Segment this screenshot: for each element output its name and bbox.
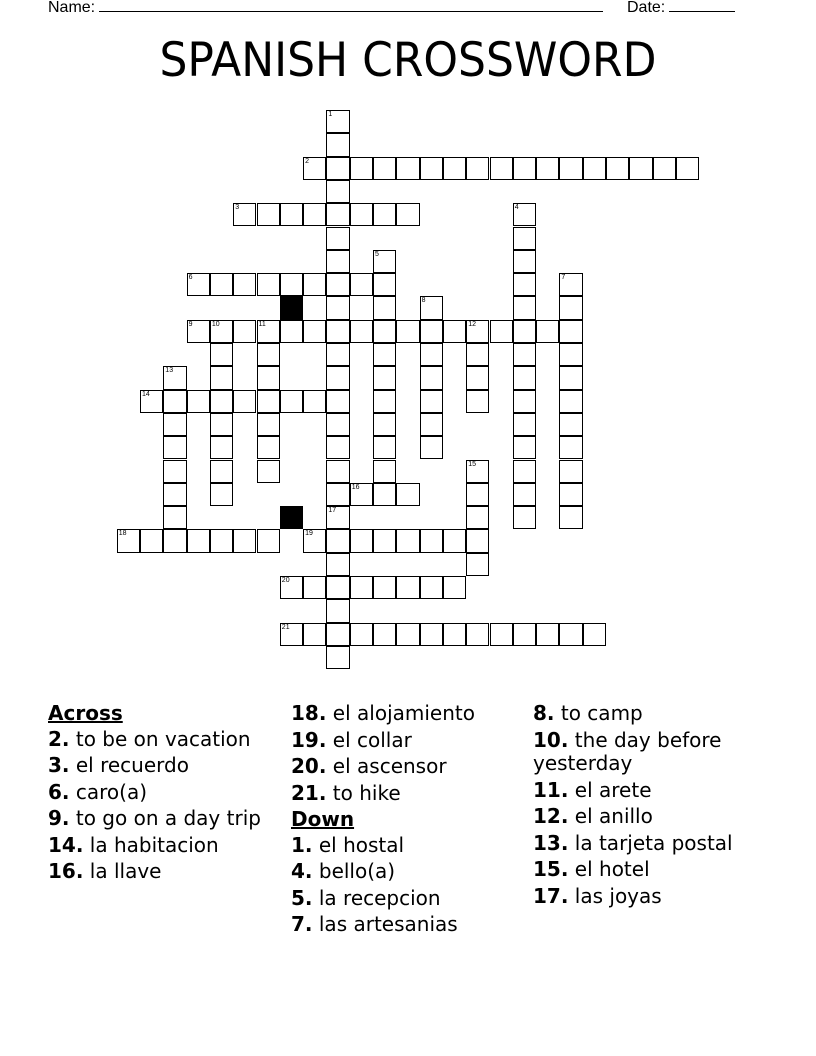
grid-cell[interactable] xyxy=(676,157,699,180)
grid-cell[interactable] xyxy=(583,623,606,646)
grid-cell[interactable] xyxy=(350,623,373,646)
grid-cell[interactable] xyxy=(373,157,396,180)
grid-cell[interactable] xyxy=(326,460,349,483)
clues-column-1 xyxy=(48,702,278,887)
clue-item xyxy=(291,834,521,858)
clue-item-text: el arete xyxy=(574,777,652,802)
grid-cell[interactable] xyxy=(513,273,536,296)
clue-number: 4 xyxy=(514,204,519,212)
grid-cell[interactable] xyxy=(373,390,396,413)
grid-cell[interactable] xyxy=(396,320,419,343)
grid-cell[interactable] xyxy=(326,599,349,622)
grid-cell[interactable] xyxy=(233,320,256,343)
grid-cell[interactable] xyxy=(326,623,349,646)
grid-cell[interactable] xyxy=(326,203,349,226)
clue-item-text: bello(a) xyxy=(318,859,396,883)
clue-item-number: 16. xyxy=(48,859,84,883)
grid-cell[interactable] xyxy=(233,529,256,552)
clue-item xyxy=(291,729,521,753)
grid-cell[interactable] xyxy=(559,460,582,483)
grid-cell[interactable] xyxy=(373,250,396,273)
clue-item-text: caro(a) xyxy=(75,779,148,804)
grid-cell[interactable] xyxy=(396,529,419,552)
clue-item-text: el hostal xyxy=(318,832,405,857)
clue-item-number: 9. xyxy=(48,806,70,830)
grid-cell[interactable] xyxy=(326,413,349,436)
clue-item-number: 1. xyxy=(291,832,313,857)
grid-cell[interactable] xyxy=(373,273,396,296)
grid-cell[interactable] xyxy=(257,273,280,296)
grid-cell[interactable] xyxy=(396,203,419,226)
grid-cell[interactable] xyxy=(163,436,186,459)
clue-item-text: las joyas xyxy=(574,883,662,908)
grid-cell[interactable] xyxy=(466,506,489,529)
grid-cell[interactable] xyxy=(513,390,536,413)
grid-cell[interactable] xyxy=(420,366,443,389)
grid-cell[interactable] xyxy=(326,390,349,413)
grid-cell[interactable] xyxy=(373,413,396,436)
clue-item xyxy=(533,858,773,882)
grid-cell[interactable] xyxy=(559,273,582,296)
grid-cell[interactable] xyxy=(420,623,443,646)
clue-item xyxy=(291,913,521,937)
grid-cell[interactable] xyxy=(606,157,629,180)
grid-cell[interactable] xyxy=(163,390,186,413)
grid-cell[interactable] xyxy=(210,366,233,389)
clue-number: 9 xyxy=(188,320,193,328)
grid-cell[interactable] xyxy=(583,157,606,180)
grid-cell[interactable] xyxy=(536,157,559,180)
grid-cell[interactable] xyxy=(326,296,349,319)
grid-cell[interactable] xyxy=(420,413,443,436)
grid-cell[interactable] xyxy=(326,273,349,296)
grid-cell[interactable] xyxy=(326,250,349,273)
grid-cell[interactable] xyxy=(326,110,349,133)
grid-cell[interactable] xyxy=(257,390,280,413)
grid-cell[interactable] xyxy=(280,320,303,343)
grid-cell[interactable] xyxy=(396,623,419,646)
grid-cell[interactable] xyxy=(257,460,280,483)
grid-cell[interactable] xyxy=(559,390,582,413)
grid-cell[interactable] xyxy=(280,623,303,646)
grid-cell[interactable] xyxy=(326,506,349,529)
grid-cell[interactable] xyxy=(396,483,419,506)
grid-cell[interactable] xyxy=(559,413,582,436)
clue-item xyxy=(48,834,278,858)
grid-cell[interactable] xyxy=(350,203,373,226)
grid-cell[interactable] xyxy=(280,576,303,599)
clue-item xyxy=(533,779,773,803)
grid-cell[interactable] xyxy=(163,506,186,529)
clue-item xyxy=(291,860,521,884)
clue-item xyxy=(533,885,773,909)
grid-cell[interactable] xyxy=(210,483,233,506)
grid-cell[interactable] xyxy=(373,623,396,646)
grid-cell[interactable] xyxy=(513,436,536,459)
grid-cell[interactable] xyxy=(326,576,349,599)
grid-cell[interactable] xyxy=(326,157,349,180)
clue-number: 18 xyxy=(118,530,127,538)
grid-cell[interactable] xyxy=(350,576,373,599)
grid-cell[interactable] xyxy=(210,273,233,296)
clues-column-2 xyxy=(291,702,521,940)
down-clue-list-continued xyxy=(533,702,773,908)
grid-cell[interactable] xyxy=(373,529,396,552)
clue-item-number: 11. xyxy=(533,777,569,802)
grid-cell[interactable] xyxy=(326,436,349,459)
clue-item-text: to be on vacation xyxy=(75,726,251,751)
name-label: Name: xyxy=(48,0,96,16)
grid-cell[interactable] xyxy=(466,623,489,646)
grid-cell[interactable] xyxy=(443,623,466,646)
grid-cell[interactable] xyxy=(466,390,489,413)
grid-cell[interactable] xyxy=(350,529,373,552)
grid-cell[interactable] xyxy=(420,320,443,343)
grid-cell[interactable] xyxy=(536,320,559,343)
clue-number: 20 xyxy=(281,577,290,584)
clue-item-text: el recuerdo xyxy=(75,753,189,777)
grid-cell[interactable] xyxy=(280,273,303,296)
grid-cell[interactable] xyxy=(280,390,303,413)
clue-item-text: el anillo xyxy=(574,804,653,828)
clue-item xyxy=(533,702,773,726)
grid-cell[interactable] xyxy=(559,483,582,506)
grid-cell[interactable] xyxy=(559,320,582,343)
grid-cell[interactable] xyxy=(396,157,419,180)
grid-cell[interactable] xyxy=(513,157,536,180)
clue-item xyxy=(48,728,278,752)
grid-cell[interactable] xyxy=(303,203,326,226)
grid-cell[interactable] xyxy=(490,157,513,180)
grid-cell[interactable] xyxy=(233,390,256,413)
clue-item-text: la recepcion xyxy=(318,885,441,910)
grid-cell[interactable] xyxy=(559,623,582,646)
clue-item-number: 12. xyxy=(533,804,569,828)
clue-number: 21 xyxy=(281,623,290,631)
grid-cell[interactable] xyxy=(210,390,233,413)
grid-cell[interactable] xyxy=(490,320,513,343)
grid-cell[interactable] xyxy=(140,529,163,552)
grid-cell[interactable] xyxy=(257,366,280,389)
grid-cell[interactable] xyxy=(513,203,536,226)
clue-item-text: la llave xyxy=(89,859,162,883)
grid-cell[interactable] xyxy=(420,296,443,319)
clue-number: 6 xyxy=(188,274,193,282)
across-clue-list xyxy=(48,728,278,884)
grid-cell[interactable] xyxy=(326,646,349,669)
black-square xyxy=(280,506,303,529)
grid-cell[interactable] xyxy=(629,157,652,180)
grid-cell[interactable] xyxy=(350,320,373,343)
grid-cell[interactable] xyxy=(257,343,280,366)
grid-cell[interactable] xyxy=(373,576,396,599)
clue-item xyxy=(48,781,278,805)
clue-number: 15 xyxy=(468,460,476,468)
clue-item-number: 20. xyxy=(291,754,327,778)
grid-cell[interactable] xyxy=(303,576,326,599)
clue-number: 2 xyxy=(305,157,309,165)
clue-item-text: la tarjeta postal xyxy=(574,830,733,855)
clue-item-number: 17. xyxy=(533,883,569,908)
grid-cell[interactable] xyxy=(536,623,559,646)
grid-cell[interactable] xyxy=(326,180,349,203)
clue-item-text: to hike xyxy=(332,780,401,805)
clue-item xyxy=(291,887,521,911)
clue-item-number: 18. xyxy=(291,701,327,725)
grid-cell[interactable] xyxy=(373,343,396,366)
grid-cell[interactable] xyxy=(513,483,536,506)
grid-cell[interactable] xyxy=(373,296,396,319)
grid-cell[interactable] xyxy=(373,436,396,459)
grid-cell[interactable] xyxy=(326,366,349,389)
grid-cell[interactable] xyxy=(257,529,280,552)
grid-cell[interactable] xyxy=(420,343,443,366)
grid-cell[interactable] xyxy=(559,296,582,319)
clue-item xyxy=(291,755,521,779)
clue-item xyxy=(291,782,521,806)
grid-cell[interactable] xyxy=(326,133,349,156)
grid-cell[interactable] xyxy=(466,529,489,552)
clue-number: 7 xyxy=(561,274,566,282)
grid-cell[interactable] xyxy=(373,460,396,483)
clue-item xyxy=(291,702,521,726)
grid-cell[interactable] xyxy=(559,366,582,389)
clue-item-text: to camp xyxy=(560,701,643,725)
grid-cell[interactable] xyxy=(303,623,326,646)
clue-item-text: to go on a day trip xyxy=(75,806,261,830)
clue-item xyxy=(48,860,278,884)
clue-item-number: 14. xyxy=(48,832,84,857)
grid-cell[interactable] xyxy=(513,413,536,436)
grid-cell[interactable] xyxy=(326,320,349,343)
clue-item-number: 13. xyxy=(533,830,569,855)
clue-item-number: 5. xyxy=(291,885,313,910)
clue-item xyxy=(533,729,773,776)
grid-cell[interactable] xyxy=(350,273,373,296)
grid-cell[interactable] xyxy=(466,483,489,506)
clue-number: 13 xyxy=(165,367,174,375)
clue-number: 10 xyxy=(211,320,220,328)
clue-number: 14 xyxy=(142,390,150,398)
clue-item-number: 4. xyxy=(291,859,313,883)
grid-cell[interactable] xyxy=(326,227,349,250)
grid-cell[interactable] xyxy=(210,343,233,366)
grid-cell[interactable] xyxy=(350,483,373,506)
grid-cell[interactable] xyxy=(466,366,489,389)
grid-cell[interactable] xyxy=(559,343,582,366)
grid-cell[interactable] xyxy=(466,157,489,180)
grid-cell[interactable] xyxy=(210,320,233,343)
clue-item xyxy=(533,832,773,856)
grid-cell[interactable] xyxy=(466,320,489,343)
grid-cell[interactable] xyxy=(513,296,536,319)
clues-column-3 xyxy=(533,702,773,911)
grid-cell[interactable] xyxy=(420,529,443,552)
grid-cell[interactable] xyxy=(326,343,349,366)
clue-item xyxy=(48,807,278,831)
grid-cell[interactable] xyxy=(117,529,140,552)
grid-cell[interactable] xyxy=(303,157,326,180)
grid-cell[interactable] xyxy=(187,529,210,552)
grid-cell[interactable] xyxy=(210,436,233,459)
grid-cell[interactable] xyxy=(513,366,536,389)
clue-item-text: el hotel xyxy=(574,857,650,881)
grid-cell[interactable] xyxy=(187,320,210,343)
black-square xyxy=(280,296,303,319)
grid-cell[interactable] xyxy=(559,157,582,180)
clue-number: 17 xyxy=(328,507,337,515)
grid-cell[interactable] xyxy=(373,483,396,506)
grid-cell[interactable] xyxy=(187,390,210,413)
clue-item-text: el alojamiento xyxy=(332,701,475,725)
clue-item-number: 19. xyxy=(291,727,327,752)
clue-number: 1 xyxy=(328,111,333,118)
clue-item-number: 8. xyxy=(533,701,555,725)
across-clue-list-continued xyxy=(291,702,521,805)
grid-cell[interactable] xyxy=(350,157,373,180)
page-title: SPANISH CROSSWORD xyxy=(159,32,657,89)
grid-cell[interactable] xyxy=(443,157,466,180)
clue-item xyxy=(48,754,278,778)
grid-cell[interactable] xyxy=(513,343,536,366)
grid-cell[interactable] xyxy=(326,483,349,506)
grid-cell[interactable] xyxy=(466,553,489,576)
grid-cell[interactable] xyxy=(257,413,280,436)
grid-cell[interactable] xyxy=(163,483,186,506)
grid-cell[interactable] xyxy=(210,529,233,552)
grid-cell[interactable] xyxy=(233,203,256,226)
grid-cell[interactable] xyxy=(559,506,582,529)
clue-item-number: 3. xyxy=(48,753,70,777)
clue-item xyxy=(533,805,773,829)
grid-cell[interactable] xyxy=(420,157,443,180)
grid-cell[interactable] xyxy=(257,436,280,459)
clue-item-number: 7. xyxy=(291,912,313,936)
grid-cell[interactable] xyxy=(326,529,349,552)
grid-cell[interactable] xyxy=(513,506,536,529)
grid-cell[interactable] xyxy=(653,157,676,180)
grid-cell[interactable] xyxy=(163,460,186,483)
down-clue-list xyxy=(291,834,521,937)
grid-cell[interactable] xyxy=(466,343,489,366)
grid-cell[interactable] xyxy=(257,203,280,226)
clue-item-number: 6. xyxy=(48,779,70,804)
clue-item-number: 15. xyxy=(533,857,569,881)
grid-cell[interactable] xyxy=(163,366,186,389)
grid-cell[interactable] xyxy=(443,529,466,552)
grid-cell[interactable] xyxy=(187,273,210,296)
grid-cell[interactable] xyxy=(373,366,396,389)
grid-cell[interactable] xyxy=(233,273,256,296)
grid-cell[interactable] xyxy=(257,320,280,343)
grid-cell[interactable] xyxy=(280,203,303,226)
grid-cell[interactable] xyxy=(513,250,536,273)
grid-cell[interactable] xyxy=(513,623,536,646)
grid-cell[interactable] xyxy=(303,390,326,413)
grid-cell[interactable] xyxy=(513,320,536,343)
grid-cell[interactable] xyxy=(559,436,582,459)
grid-cell[interactable] xyxy=(303,529,326,552)
grid-cell[interactable] xyxy=(513,460,536,483)
clue-item-number: 10. xyxy=(533,727,569,752)
grid-cell[interactable] xyxy=(210,413,233,436)
clue-number: 12 xyxy=(468,320,476,328)
grid-cell[interactable] xyxy=(163,413,186,436)
clue-item-text: the day before yesterday xyxy=(533,727,722,775)
clue-item-number: 21. xyxy=(291,780,327,805)
grid-cell[interactable] xyxy=(443,576,466,599)
clue-item-text: el ascensor xyxy=(332,754,447,778)
grid-cell[interactable] xyxy=(210,460,233,483)
grid-cell[interactable] xyxy=(303,320,326,343)
across-heading: Across xyxy=(48,701,123,725)
grid-cell[interactable] xyxy=(466,460,489,483)
grid-cell[interactable] xyxy=(326,553,349,576)
clue-number: 8 xyxy=(421,297,426,305)
clue-number: 11 xyxy=(258,320,266,328)
grid-cell[interactable] xyxy=(373,203,396,226)
clue-item-text: el collar xyxy=(332,727,412,752)
clue-number: 5 xyxy=(375,250,379,258)
grid-cell[interactable] xyxy=(513,227,536,250)
grid-cell[interactable] xyxy=(443,320,466,343)
grid-cell[interactable] xyxy=(490,623,513,646)
grid-cell[interactable] xyxy=(140,390,163,413)
grid-cell[interactable] xyxy=(303,273,326,296)
grid-cell[interactable] xyxy=(420,576,443,599)
grid-cell[interactable] xyxy=(163,529,186,552)
clue-item-text: las artesanias xyxy=(318,912,458,936)
clue-number: 3 xyxy=(235,204,240,212)
grid-cell[interactable] xyxy=(373,320,396,343)
grid-cell[interactable] xyxy=(420,436,443,459)
down-heading: Down xyxy=(291,807,355,831)
clue-item-number: 2. xyxy=(48,726,70,751)
clue-number: 19 xyxy=(305,530,313,538)
grid-cell[interactable] xyxy=(396,576,419,599)
clue-number: 16 xyxy=(351,483,360,491)
grid-cell[interactable] xyxy=(420,390,443,413)
clue-item-text: la habitacion xyxy=(89,832,219,857)
date-label: Date: xyxy=(627,0,666,16)
